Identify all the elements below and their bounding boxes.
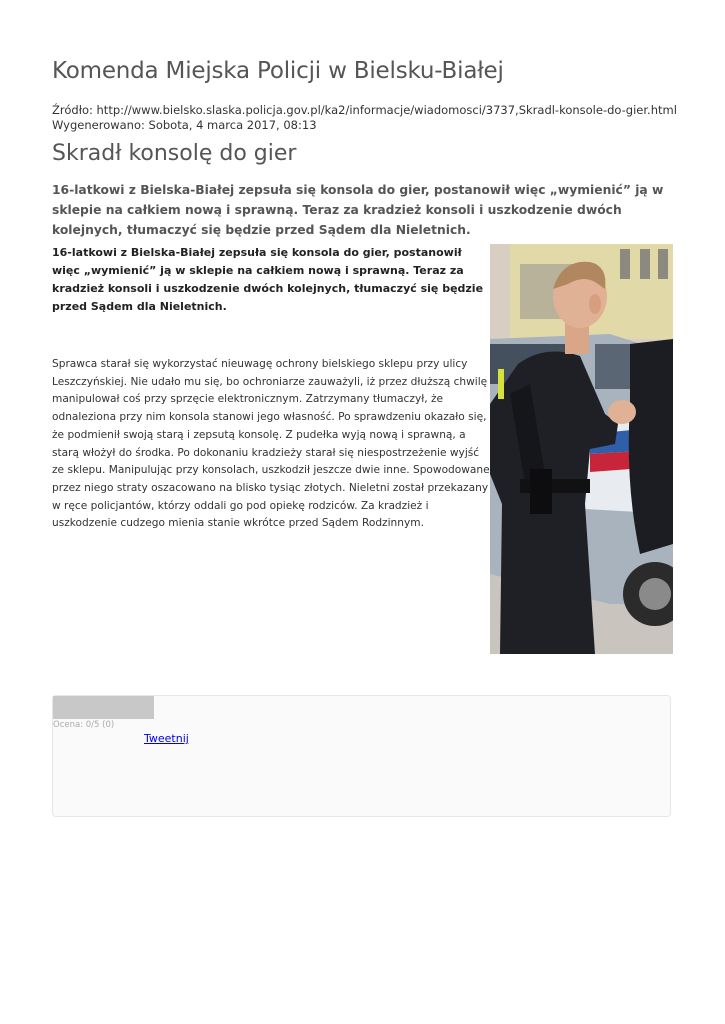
article-body: Sprawca starał się wykorzystać nieuwagę ochrony bielskiego sklepu przy ulicy Leszczyńskiej. Nie udało mu się, bo ochroniarze zauważyli, iż przez dłuższą chwilę manipulował coś przy sprzęcie elektronicznym. Zatrzymany tłumaczył, że odnaleziona przy nim konsola stanowi jego własność. Po sprawdzeniu okazało się, że podmienił swoją starą i zepsutą konsolę. Z pudełka wyją nową i sprawną, a starą włożył do środka. Po dokonaniu kradzieży starał się niespostrzeżenie wyjść ze sklepu. Manipulując przy konsolach, uszkodził jeszcze dwie inne. Spowodowane przez niego straty oszacowano na blisko tysiąc złotych. Nieletni został przekazany w ręce policjantów, którzy oddali go pod opiekę rodziców. Za kradzież i uszkodzenie cudzego mienia stanie wkrótce przed Sądem Rodzinnym. (52, 358, 490, 530)
article-lead: 16-latkowi z Bielska-Białej zepsuła się konsola do gier, postanowił więc „wymienić” ją w sklepie na całkiem nową i sprawną. Teraz za kradzież konsoli i uszkodzenie dwóch kolejnych, tłumaczyć się będzie przed Sądem dla Nieletnich. (52, 183, 664, 237)
tweet-link[interactable]: Tweetnij (144, 732, 189, 745)
article-photo (490, 244, 673, 654)
site-title: Komenda Miejska Policji w Bielsku-Białej (52, 58, 504, 84)
rating-stars[interactable] (53, 696, 154, 719)
article-lead-repeat: 16-latkowi z Bielska-Białej zepsuła się konsola do gier, postanowił więc „wymienić” ją w sklepie na całkiem nową i sprawną. Teraz za kradzież konsoli i uszkodzenie dwóch kolejnych, tłumaczyć się będzie przed Sądem dla Nieletnich. (52, 246, 484, 313)
article-title: Skradł konsolę do gier (52, 141, 297, 166)
rating-panel (52, 695, 671, 817)
source-url: Źródło: http://www.bielsko.slaska.policja.gov.pl/ka2/informacje/wiadomosci/3737,Skradl-konsole-do-gier.html (52, 103, 677, 117)
generated-date: Wygenerowano: Sobota, 4 marca 2017, 08:13 (52, 118, 317, 132)
rating-label: Ocena: 0/5 (0) (53, 720, 115, 730)
document-meta (52, 103, 677, 133)
